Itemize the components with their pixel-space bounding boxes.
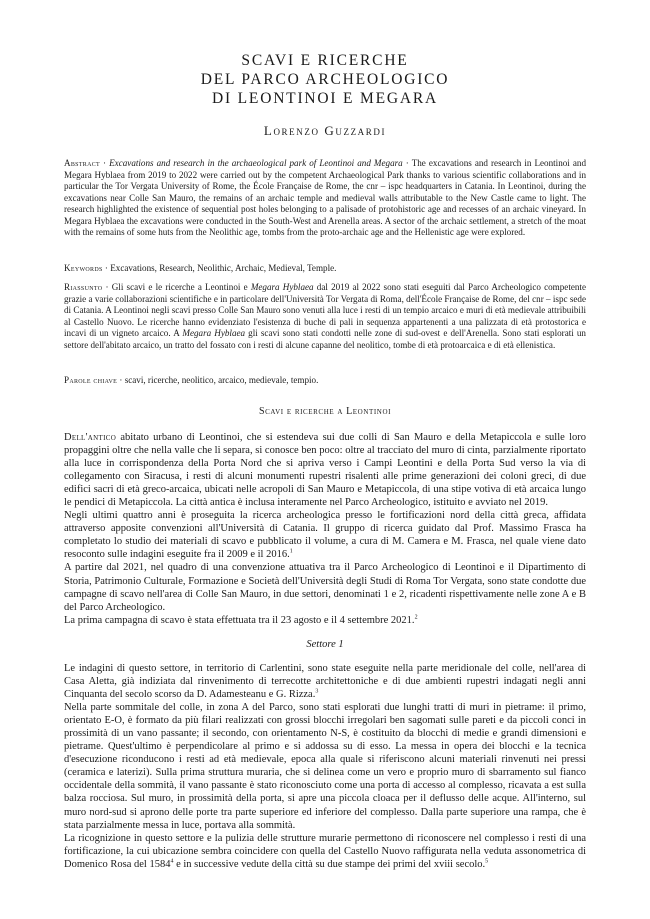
parole-chiave-text: · scavi, ricerche, neolitico, arcaico, medievale, tempio. bbox=[117, 375, 319, 385]
drop-lead: Dell'antico bbox=[64, 432, 117, 443]
subsection-heading: Settore 1 bbox=[306, 639, 344, 650]
footnote-ref-4: 4 bbox=[170, 858, 174, 865]
abstract-label: Abstract bbox=[64, 158, 100, 168]
author-name: Lorenzo Guzzardi bbox=[263, 123, 387, 138]
article-title bbox=[0, 51, 650, 108]
riassunto-label: Riassunto bbox=[64, 282, 103, 292]
paragraph-3: A partire dal 2021, nel quadro di una convenzione attuativa tra il Parco Archeologico di Leontinoi e il Dipartimento di Storia, Patrimonio Culturale, Formazione e Società dell'Università degli Studi di Roma Tor Vergata, sono state condotte due campagne di scavo nell'area di Colle San Mauro, in due settori, denominati 1 e 2, ricadenti rispettivamente nelle zone A e B del Parco Archeologico. bbox=[64, 562, 586, 613]
parole-chiave-paragraph bbox=[64, 375, 586, 387]
footnote-ref-5: 5 bbox=[485, 858, 489, 865]
footnote-ref-1: 1 bbox=[289, 548, 293, 555]
title-line-3: DI LEONTINOI E MEGARA bbox=[212, 90, 438, 107]
parole-chiave-label: Parole chiave bbox=[64, 375, 118, 385]
paragraph-1: Dell'antico abitato urbano di Leontinoi, che si estendeva sui due colli di San Mauro e della Metapiccola e sulle loro propaggini oltre che nella valle che li separa, si conosce ben poco: oltre al tracciato del muro di cinta, parzialmente riportato alla luce in corrispondenza della Porta Nord che si apriva verso i Campi Leontini e della Porta Sud verso la via di collegamento con Siracusa, i resti di alcuni monumenti rupestri risalenti alle prime generazioni dei coloni greci, di due edifici sacri di età greco-arcaica, ubicati nelle acropoli di San Mauro e Metapiccola, di una stipe votiva di età arcaica lungo le pendici di Metapiccola. La città antica è inclusa interamente nel Parco Archeologico, istituito e avviato nel 2019. bbox=[64, 432, 586, 509]
abstract-paragraph: Abstract · Excavations and research in the archaeological park of Leontinoi and Megara · The excavations and research in Leontinoi and Megara Hyblaea from 2019 to 2022 were carried out by the competent Archaeological Park thanks to various scientific collaborations and in particular the Tor Vergata University of Rome, the École Française de Rome, the cnr – ispc headquarters in Catania. In Leontinoi, during the excavations near Colle San Mauro, the remains of an archaic temple and medieval walls attributable to the New Castle came to light. The research highlighted the existence of sequential post holes belonging to a palisade of protohistoric age and recesses of an archaic vineyard. In Megara Hyblaea the excavations were conducted in the South-West and Arenella areas. A sector of the archaic settlement, a stretch of the moat with the remains of some huts from the Neolithic age, tombs from the proto-archaic age and the Hellenistic age were explored. bbox=[64, 158, 587, 238]
footnote-ref-3: 3 bbox=[315, 688, 319, 695]
abstract-english-title: Excavations and research in the archaeological park of Leontinoi and Megara bbox=[109, 158, 403, 168]
abstract-text: · The excavations and research in Leontinoi and Megara Hyblaea from 2019 to 2022 were carried out by the competent Archaeological Park thanks to various scientific collaborations and in particular the Tor Vergata University of Rome, the École Française de Rome, the cnr – ispc headquarters in Catania. In Leontinoi, during the excavations near Colle San Mauro, the remains of an archaic temple and medieval walls attributable to the New Castle came to light. The research highlighted the existence of sequential post holes belonging to a palisade of protohistoric age and recesses of an archaic vineyard. In Megara Hyblaea the excavations were conducted in the South-West and Arenella areas. A sector of the archaic settlement, a stretch of the moat with the remains of some huts from the Neolithic age, tombs from the proto-archaic age and the Hellenistic age were explored. bbox=[64, 158, 587, 238]
body-text-2 bbox=[64, 662, 586, 871]
paragraph-4: La prima campagna di scavo è stata effettuata tra il 23 agosto e il 4 settembre 2021.$^2$ bbox=[64, 614, 418, 626]
footnote-ref-2: 2 bbox=[414, 614, 418, 621]
keywords-paragraph bbox=[64, 263, 586, 275]
keywords-label: Keywords bbox=[64, 263, 103, 273]
title-line-1: SCAVI E RICERCHE bbox=[241, 52, 409, 69]
riassunto-paragraph: Riassunto · Gli scavi e le ricerche a Leontinoi e Megara Hyblaea dal 2019 al 2022 sono stati eseguiti dal Parco Archeologico competente grazie a varie collaborazioni scientifiche e in particolare dell'Università Tor Vergata di Roma, dell'École Française de Rome, del cnr – ispc sede di Catania. A Leontinoi negli scavi presso Colle San Mauro sono venuti alla luce i resti di un tempio arcaico e muri di età medievale attribuibili al Castello Nuovo. Le ricerche hanno evidenziato l'esistenza di buche di pali in sequenza appartenenti a una palizzata di età protostorica e incavi di un vigneto arcaico. A Megara Hyblaea gli scavi sono stati condotti nelle zone di sud-ovest e dell'Arenella. Sono stati esplorati un settore dell'abitato arcaico, un tratto del fossato con i resti di alcune capanne del neolitico, tombe di età protoarcaica e di età ellenistica. bbox=[64, 282, 586, 350]
title-line-2: DEL PARCO ARCHEOLOGICO bbox=[200, 71, 450, 88]
paragraph-2: Negli ultimi quattro anni è proseguita la ricerca archeologica presso le fortificazioni nord della città greca, affidata attraverso apposite convenzioni all'Università di Catania. Il gruppo di ricerca guidato dal Prof. Massimo Frasca ha completato lo studio dei materiali di scavo e pubblicato il volume, a cura di M. Camera e M. Frasca, nel quale viene dato resoconto sulle indagini eseguite fra il 2009 e il 2016.$^1$ bbox=[64, 510, 586, 561]
paragraph-5: Le indagini di questo settore, in territorio di Carlentini, sono state eseguite nella parte meridionale del colle, nell'area di Casa Aletta, già indiziata dal rinvenimento di terrecotte architettoniche e di due ambienti rupestri indagati negli anni Cinquanta del secolo scorso da D. Adamesteanu e G. Rizza.$^3$ bbox=[64, 663, 586, 701]
section-heading: Scavi e ricerche a Leontinoi bbox=[258, 406, 392, 417]
paragraph-7: La ricognizione in questo settore e la pulizia delle strutture murarie permettono di riconoscere nel complesso i resti di una fortificazione, la cui ubicazione sembra coincidere con quella del Castello Nuovo raffigurata nella veduta assonometrica di Domenico Rosa del 1584$^4$ e in successive vedute della città su due stampe dei primi del xviii secolo.$^5$ bbox=[64, 832, 586, 870]
body-text bbox=[64, 431, 586, 627]
keywords-text: · Excavations, Research, Neolithic, Archaic, Medieval, Temple. bbox=[102, 263, 337, 273]
paragraph-6: Nella parte sommitale del colle, in zona A del Parco, sono stati esplorati due lunghi tratti di muri in pietrame: il primo, orientato E-O, è formato da più filari realizzati con grossi blocchi irregolari ben sagomati sulle pareti e da piccoli conci in prossimità di un vano passante; il secondo, con orientamento N-S, è costituito da blocchi di medie e grandi dimensioni e pietrame. Quest'ultimo è perpendicolare al primo e si addossa su di esso. La messa in opera dei blocchi e la tecnica d'esecuzione riconducono i resti ad età medievale, epoca alla quale si riferiscono alcuni materiali rinvenuti nei pressi (ceramica e laterizi). Sulla prima struttura muraria, che si delinea come un vero e proprio muro di sbarramento sul fianco occidentale della sommità, il vano passante è stato riconosciuto come una porta di accesso al complesso, ricavata a est sulla balza rocciosa. Sul muro, in prossimità della porta, si apre una piccola cloaca per il deflusso delle acque. All'interno, sul muro nord-sud si aprono delle porte tra parte superiore ed inferiore del complesso. Dalla parte superiore una rampa, che è stata parzialmente messa in luce, portava alla sommità. bbox=[64, 702, 586, 831]
